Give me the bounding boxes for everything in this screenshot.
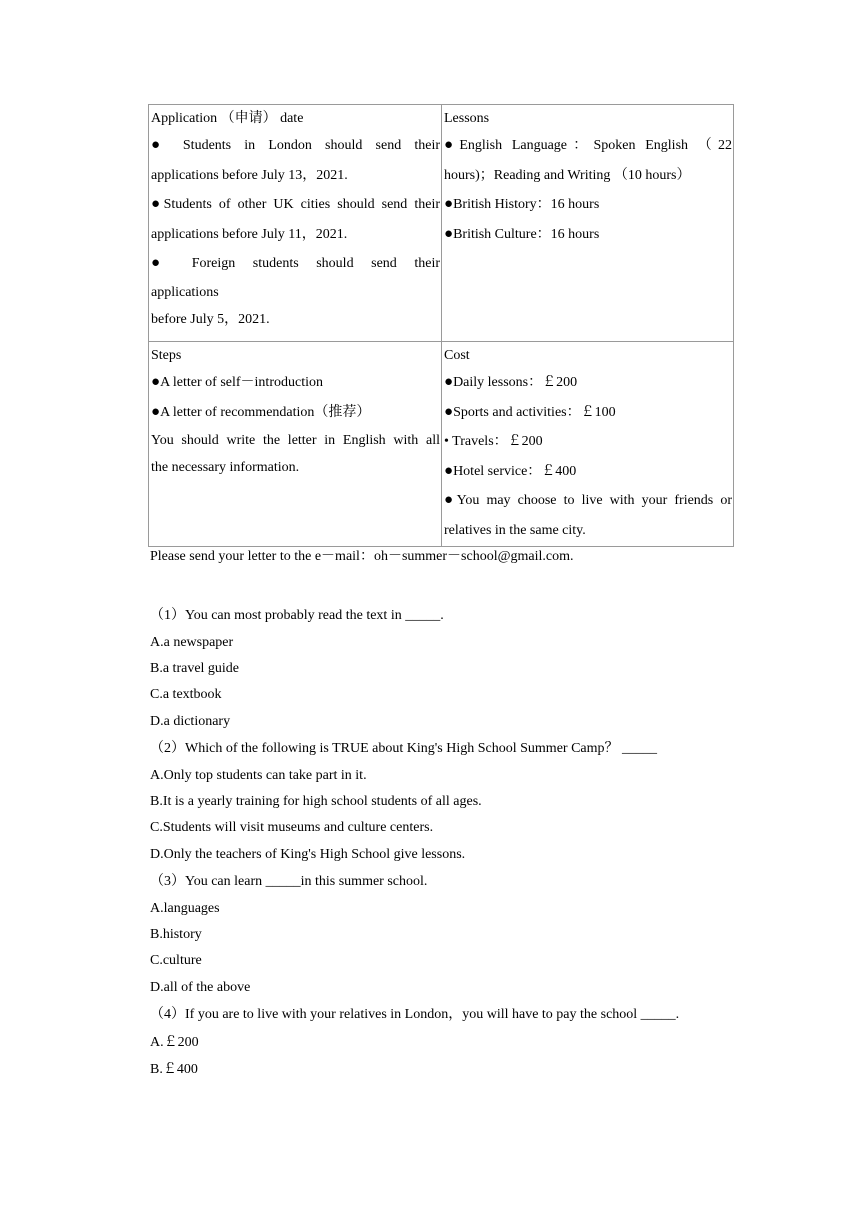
questions-section [150, 602, 740, 1084]
bullet-icon: ● [151, 374, 161, 390]
cost-item: ●Hotel service：￡400 [444, 462, 577, 479]
steps-cell [149, 342, 442, 547]
cost-item: ●You may choose to live with your friends or [444, 492, 732, 508]
application-item-cont: before July 5，2021. [151, 311, 270, 327]
answer-option[interactable]: C.Students will visit museums and culture centers. [150, 820, 434, 836]
lessons-cell [442, 105, 734, 342]
cost-item-cont: relatives in the same city. [444, 522, 586, 538]
answer-option[interactable]: A.languages [150, 900, 220, 916]
cost-item: • Travels：￡200 [444, 434, 543, 449]
small-bullet-icon: • [444, 434, 449, 449]
bullet-icon: ● [444, 374, 454, 390]
lessons-heading: Lessons [444, 111, 490, 126]
answer-option[interactable]: D.a dictionary [150, 713, 231, 729]
bullet-icon: ● [151, 255, 175, 271]
summer-school-info-table [148, 104, 734, 547]
cost-heading: Cost [444, 348, 470, 363]
application-date-cell [149, 105, 442, 342]
question-stem: （4）If you are to live with your relatives in London，you will have to pay the school _____. [150, 1007, 680, 1023]
contact-email-line: Please send your letter to the e－mail：oh－summer－school@gmail.com. [150, 549, 574, 564]
application-item: ● Foreign students should send their [151, 255, 441, 271]
bullet-icon: ● [151, 137, 170, 153]
bullet-icon: ● [444, 196, 454, 212]
answer-option[interactable]: C.a textbook [150, 687, 222, 703]
answer-option[interactable]: D.all of the above [150, 979, 251, 995]
steps-heading: Steps [151, 348, 182, 363]
application-heading: Application （申请） date [151, 111, 304, 126]
answer-option[interactable]: D.Only the teachers of King's High School give lessons. [150, 846, 466, 862]
answer-option[interactable]: B.a travel guide [150, 660, 240, 676]
lessons-item: ●British History：16 hours [444, 196, 600, 212]
steps-item: ●A letter of recommendation（推荐） [151, 403, 371, 420]
answer-option[interactable]: B.It is a yearly training for high school students of all ages. [150, 793, 482, 809]
answer-option[interactable]: A.￡200 [150, 1034, 199, 1050]
application-item: ●Students of other UK cities should send their [151, 196, 440, 212]
bullet-icon: ● [444, 492, 457, 508]
application-item-cont: applications before July 11，2021. [151, 226, 348, 242]
bullet-icon: ● [444, 225, 454, 242]
cost-cell [442, 342, 734, 547]
application-item-cont: applications before July 13，2021. [151, 167, 348, 183]
application-item: ● Students in London should send their [151, 137, 441, 153]
answer-option[interactable]: A.a newspaper [150, 634, 234, 650]
bullet-icon: ● [151, 403, 161, 420]
answer-option[interactable]: B.history [150, 927, 202, 943]
steps-note: You should write the letter in English with all [151, 433, 440, 448]
steps-item: ●A letter of self－introduction [151, 374, 323, 390]
lessons-item: ●English Language：Spoken English （22 [444, 137, 732, 153]
question-stem: （1）You can most probably read the text in _____. [150, 608, 444, 623]
bullet-icon: ● [151, 196, 164, 212]
steps-note: the necessary information. [151, 460, 300, 475]
answer-option[interactable]: B.￡400 [150, 1062, 198, 1078]
question-stem: （2）Which of the following is TRUE about King's High School Summer Camp？ _____ [150, 741, 658, 757]
bullet-icon: ● [444, 462, 454, 479]
bullet-icon: ● [444, 403, 454, 420]
question-stem: （3）You can learn _____in this summer school. [150, 874, 428, 890]
cost-item: ●Daily lessons：￡200 [444, 374, 578, 390]
cost-item: ●Sports and activities：￡100 [444, 403, 616, 420]
bullet-icon: ● [444, 137, 460, 153]
lessons-item: ●British Culture：16 hours [444, 225, 600, 242]
lessons-item-cont: hours)；Reading and Writing （10 hours） [444, 167, 691, 183]
application-item-cont: applications [151, 284, 219, 300]
answer-option[interactable]: C.culture [150, 953, 202, 969]
answer-option[interactable]: A.Only top students can take part in it. [150, 767, 367, 783]
